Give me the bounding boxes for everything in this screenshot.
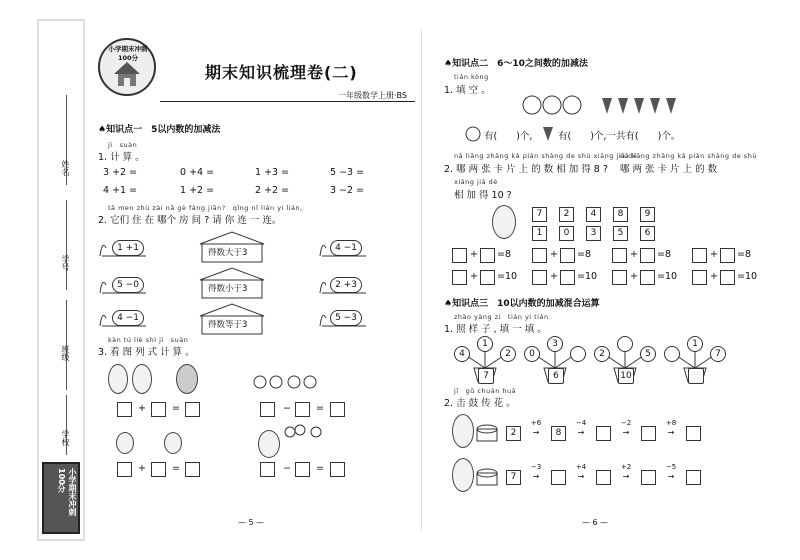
answer-box[interactable]	[720, 270, 735, 285]
arrow-right-icon: →	[532, 428, 540, 437]
q1-prompt: 1. 计 算 。	[98, 152, 145, 163]
page-subtitle: 一年级数学上册·BS	[338, 91, 407, 100]
answer-box[interactable]	[295, 462, 310, 477]
sum-target: =10	[577, 271, 598, 282]
snail-bubble-left: 4 −1	[112, 310, 144, 326]
r-q3-pinyin: zhào yàng zi tián yi tián	[454, 313, 549, 321]
tree-left-number: 0	[524, 346, 540, 362]
equals-sign: =	[316, 463, 324, 474]
snail-bubble-right: 2 +3	[330, 277, 362, 293]
chain-answer-box[interactable]	[686, 426, 701, 441]
answer-box[interactable]	[117, 462, 132, 477]
operator: +	[138, 463, 146, 474]
tree-pot-number[interactable]	[688, 368, 704, 384]
thinking-kid-illustration	[492, 205, 516, 239]
title-rule	[160, 101, 415, 102]
answer-box[interactable]	[480, 248, 495, 263]
chain-operator: −2	[620, 419, 632, 427]
chain-operator: −5	[665, 463, 677, 471]
operator: −	[283, 403, 291, 414]
r-q3-prompt: 1. 照 样 子 , 填 一 填 。	[444, 324, 547, 335]
bottom-badge-label: 小学期末冲刺100分	[57, 468, 77, 516]
section-2-heading: ♠知识点二 6～10之间数的加减法	[444, 59, 588, 69]
q2-pinyin: tā men zhù zài nǎ gè fáng jiān? qǐng nǐ lián yi lián。	[108, 204, 308, 212]
tree-left-number: 4	[454, 346, 470, 362]
calc-item: 3 +2 =	[103, 167, 138, 178]
chain-start-number: 7	[506, 470, 521, 485]
r-q2-pinyin-b: nǎ liǎng zhāng kǎ piàn shàng de shù	[620, 152, 757, 160]
answer-box[interactable]	[532, 270, 547, 285]
plus-sign: +	[630, 249, 638, 260]
r-q2-prompt-c: 相 加 得 10 ?	[454, 190, 512, 201]
answer-box[interactable]	[560, 270, 575, 285]
field-name: 姓名	[61, 160, 70, 176]
chain-answer-box[interactable]	[641, 426, 656, 441]
tree-pot-number: 10	[618, 368, 634, 384]
number-card: 8	[613, 207, 628, 222]
answer-box[interactable]	[480, 270, 495, 285]
chain-answer-box: 8	[551, 426, 566, 441]
strawberry-icon	[540, 124, 556, 142]
answer-box[interactable]	[612, 270, 627, 285]
tree-top-number[interactable]	[617, 336, 633, 352]
page-title: 期末知识梳理卷(二)	[205, 63, 358, 82]
tree-top-number: 1	[687, 336, 703, 352]
id-line	[66, 200, 67, 290]
chain-operator: +6	[530, 419, 542, 427]
sum-target: =10	[497, 271, 518, 282]
number-card: 4	[586, 207, 601, 222]
operator: −	[283, 463, 291, 474]
calc-item: 3 −2 =	[330, 185, 365, 196]
house-label: 得数等于3	[208, 320, 248, 330]
chain-answer-box[interactable]	[686, 470, 701, 485]
field-school: 学校	[61, 430, 70, 446]
sum-target: =8	[497, 249, 512, 260]
number-card: 2	[559, 207, 574, 222]
chain-answer-box[interactable]	[596, 470, 611, 485]
number-card: 7	[532, 207, 547, 222]
field-id: 学号	[61, 255, 70, 271]
r-q2-prompt-a: 2. 哪 两 张 卡 片 上 的 数 相 加 得 8 ?	[444, 164, 608, 175]
arrow-right-icon: →	[577, 428, 585, 437]
chain-operator: +4	[575, 463, 587, 471]
answer-box[interactable]	[295, 402, 310, 417]
field-class: 班级	[61, 345, 70, 361]
equals-sign: =	[172, 463, 180, 474]
school-line	[66, 395, 67, 455]
logo-text: 小学期末冲刺100分	[108, 45, 148, 62]
fill-strawberries: 有( )个,一共有( )个。	[558, 131, 681, 142]
q2-prompt: 2. 它们 住 在 哪个 房 间 ? 请 你 连 一 连。	[98, 215, 282, 226]
drum-icon	[476, 424, 498, 444]
tree-right-number: 2	[500, 346, 516, 362]
calc-item: 2 +2 =	[255, 185, 290, 196]
tree-pot-number: 7	[478, 368, 494, 384]
kid-illustration	[108, 364, 128, 394]
answer-box[interactable]	[452, 270, 467, 285]
chain-operator: +8	[665, 419, 677, 427]
snail-bubble-right: 4 −1	[330, 240, 362, 256]
arrow-right-icon: →	[667, 428, 675, 437]
plus-sign: +	[470, 271, 478, 282]
answer-box[interactable]	[330, 462, 345, 477]
number-card: 5	[613, 226, 628, 241]
chain-answer-box[interactable]	[596, 426, 611, 441]
answer-box[interactable]	[330, 402, 345, 417]
q3-prompt: 3. 看 图 列 式 计 算 。	[98, 347, 195, 358]
page-number: — 5 —	[238, 518, 265, 527]
snail-bubble-left: 1 +1	[112, 240, 144, 256]
calc-item: 1 +2 =	[180, 185, 215, 196]
r-q1-pinyin: tián kòng	[454, 73, 489, 81]
snail-bubble-right: 5 −3	[330, 310, 362, 326]
chick-illustration	[116, 432, 134, 454]
answer-box[interactable]	[720, 248, 735, 263]
boy-drummer-illustration	[452, 458, 474, 492]
tree-top-number: 3	[547, 336, 563, 352]
answer-box[interactable]	[151, 462, 166, 477]
chain-operator: +2	[620, 463, 632, 471]
girl-illustration	[258, 430, 280, 458]
r-q2-prompt-b: 哪 两 张 卡 片 上 的 数	[620, 164, 718, 175]
number-card: 9	[640, 207, 655, 222]
arrow-right-icon: →	[622, 472, 630, 481]
equals-sign: =	[172, 403, 180, 414]
tree-left-number: 2	[594, 346, 610, 362]
tree-left-number[interactable]	[664, 346, 680, 362]
answer-box[interactable]	[185, 462, 200, 477]
r-q1-prompt: 1. 填 空 。	[444, 85, 491, 96]
spread-divider	[421, 30, 422, 530]
operator: +	[138, 403, 146, 414]
plus-sign: +	[710, 249, 718, 260]
number-card: 1	[532, 226, 547, 241]
arrow-right-icon: →	[532, 472, 540, 481]
calc-item: 4 +1 =	[103, 185, 138, 196]
sum-target: =10	[737, 271, 758, 282]
tree-top-number: 1	[477, 336, 493, 352]
kid-illustration	[132, 364, 152, 394]
page-number: — 6 —	[582, 518, 609, 527]
arrow-right-icon: →	[667, 472, 675, 481]
binding-strip	[0, 0, 95, 560]
tree-right-number: 5	[640, 346, 656, 362]
house-label: 得数大于3	[208, 248, 248, 258]
r-q2-pinyin-a: nǎ liǎng zhāng kǎ piàn shàng de shù xiāng jiā dé	[454, 152, 638, 160]
fill-apples: 有( )个,	[484, 131, 533, 142]
kid-illustration	[176, 364, 198, 394]
answer-box[interactable]	[260, 402, 275, 417]
answer-box[interactable]	[692, 248, 707, 263]
number-card: 6	[640, 226, 655, 241]
house-label: 得数小于3	[208, 284, 248, 294]
calc-item: 5 −3 =	[330, 167, 365, 178]
answer-box[interactable]	[117, 402, 132, 417]
sum-target: =8	[737, 249, 752, 260]
answer-box[interactable]	[532, 248, 547, 263]
answer-box[interactable]	[692, 270, 707, 285]
chain-answer-box[interactable]	[641, 470, 656, 485]
chain-start-number: 2	[506, 426, 521, 441]
chain-answer-box[interactable]	[551, 470, 566, 485]
apple-icon	[464, 124, 482, 142]
tree-right-number: 7	[710, 346, 726, 362]
girl-drummer-illustration	[452, 414, 474, 448]
section-3-heading: ♠知识点三 10以内数的加减混合运算	[444, 299, 600, 309]
answer-box[interactable]	[151, 402, 166, 417]
answer-box[interactable]	[612, 248, 627, 263]
sum-target: =8	[657, 249, 672, 260]
answer-box[interactable]	[452, 248, 467, 263]
plus-sign: +	[550, 249, 558, 260]
r-q2-pinyin-c: xiāng jiā dé	[454, 178, 498, 186]
bottom-badge	[42, 462, 80, 534]
chick-illustration	[164, 432, 182, 454]
drum-icon	[476, 468, 498, 488]
q1-pinyin: jì suàn	[108, 141, 138, 149]
answer-box[interactable]	[640, 248, 655, 263]
plus-sign: +	[630, 271, 638, 282]
tree-pot-number: 6	[548, 368, 564, 384]
equals-sign: =	[316, 403, 324, 414]
chain-operator: −4	[575, 419, 587, 427]
sum-target: =10	[657, 271, 678, 282]
number-card: 3	[586, 226, 601, 241]
answer-box[interactable]	[640, 270, 655, 285]
tree-right-number[interactable]	[570, 346, 586, 362]
answer-box[interactable]	[185, 402, 200, 417]
balloon-icons	[282, 424, 322, 454]
calc-item: 1 +3 =	[255, 167, 290, 178]
answer-box[interactable]	[260, 462, 275, 477]
calc-item: 0 +4 =	[180, 167, 215, 178]
series-logo	[98, 38, 156, 96]
plus-sign: +	[710, 271, 718, 282]
answer-box[interactable]	[560, 248, 575, 263]
plus-sign: +	[470, 249, 478, 260]
bee-icons	[250, 370, 320, 392]
chain-operator: −3	[530, 463, 542, 471]
r-q4-prompt: 2. 击 鼓 传 花 。	[444, 398, 516, 409]
section-1-heading: ♠知识点一 5以内数的加减法	[98, 125, 221, 135]
plus-sign: +	[550, 271, 558, 282]
q3-pinyin: kàn tú liè shì jì suàn	[108, 336, 189, 344]
arrow-right-icon: →	[577, 472, 585, 481]
snail-bubble-left: 5 −0	[112, 277, 144, 293]
number-card: 0	[559, 226, 574, 241]
sum-target: =8	[577, 249, 592, 260]
r-q4-pinyin: jī gǔ chuán huā	[454, 387, 517, 395]
fruit-row-icons	[522, 94, 702, 116]
arrow-right-icon: →	[622, 428, 630, 437]
